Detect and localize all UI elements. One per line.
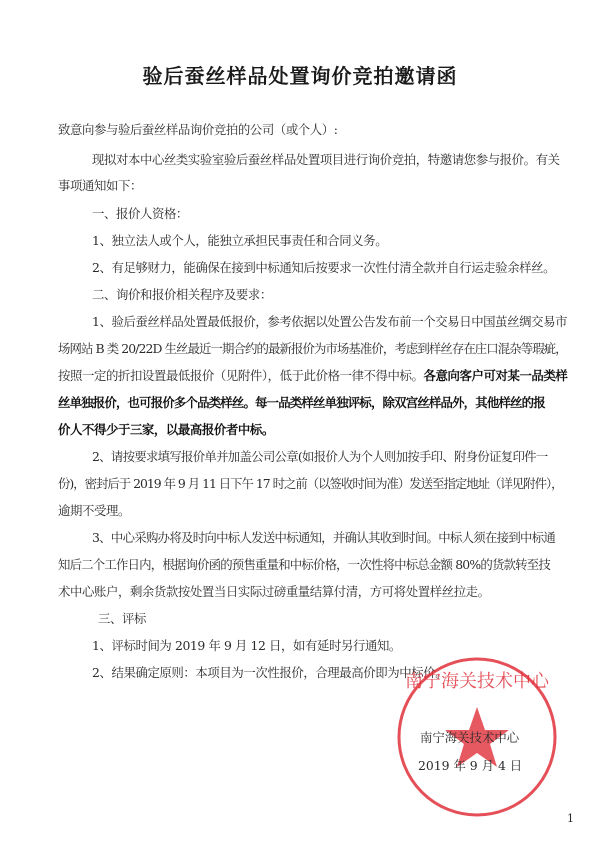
section2-item2-line-2: 份)，密封后于 2019 年 9 月 11 日下午 17 时之前（以签收时间为准）发送至指定地址（详见附件）， (58, 476, 563, 491)
signature-date: 2019 年 9 月 4 日 (418, 758, 523, 773)
salutation: 致意向参与验后蚕丝样品询价竞拍的公司（或个人）: (58, 122, 338, 137)
section1-heading: 一、报价人资格： (92, 206, 188, 221)
intro-line-2: 事项通知如下： (58, 178, 142, 193)
intro-line-1: 现拟对本中心丝类实验室验后蚕丝样品处置项目进行询价竞拍，特邀请您参与报价。有关 (92, 152, 560, 167)
section1-item-1: 1、独立法人或个人，能独立承担民事责任和合同义务。 (92, 233, 388, 248)
section3-item-2: 2、结果确定原则：本项目为一次性报价，合理最高价即为中标价。 (92, 665, 448, 680)
document-title: 验后蚕丝样品处置询价竞拍邀请函 (142, 64, 458, 88)
section2-item1-bold-line-3: 价人不得少于三家，以最高报价者中标。 (58, 422, 274, 437)
section3-item-1: 1、评标时间为 2019 年 9 月 12 日，如有延时另行通知。 (92, 638, 401, 653)
section2-item2-line-1: 2、请按要求填写报价单并加盖公司公章(如报价人为个人则加按手印、附身份证复印件一 (92, 449, 548, 464)
item1-text: 按照一定的折扣设置最低报价（见附件），低于此价格一律不得中标。 (58, 368, 424, 383)
section2-heading: 二、询价和报价相关程序及要求： (92, 287, 272, 302)
section2-item1-line-1: 1、验后蚕丝样品处置最低报价，参考依据以处置公告发布前一个交易日中国茧丝绸交易市 (92, 314, 568, 329)
section2-item2-line-3: 逾期不受理。 (58, 503, 130, 518)
seal-text: 南宁海关技术中心 (405, 671, 549, 692)
section2-item1-line-3 (58, 367, 568, 385)
section3-heading: 三、评标 (98, 611, 146, 626)
section2-item1-bold-line-2: 丝单独报价，也可报价多个品类样丝。每一品类样丝单独评标，除双宫丝样品外，其他样丝的报 (58, 395, 545, 410)
section1-item-2: 2、有足够财力，能确保在接到中标通知后按要求一次性付清全款并自行运走验余样丝。 (92, 260, 556, 275)
section2-item3-line-1: 3、中心采购办将及时向中标人发送中标通知，并确认其收到时间。中标人须在接到中标通 (92, 530, 556, 545)
signature-org: 南宁海关技术中心 (420, 730, 520, 745)
section2-item1-line-2: 场网站 B 类 20/22D 生丝最近一期合约的最新报价为市场基准价，考虑到样丝存在庄口混杂等瑕疵， (58, 341, 567, 356)
page-number: 1 (567, 812, 574, 825)
item1-bold-1: 各意向客户可对某一品类样 (423, 368, 568, 383)
section2-item3-line-2: 知后二个工作日内，根据询价函的预售重量和中标价格，一次性将中标总金额 80%的货款转至技 (58, 557, 550, 572)
section2-item3-line-3: 术中心账户，剩余货款按处置当日实际过磅重量结算付清，方可将处置样丝拉走。 (58, 584, 490, 599)
